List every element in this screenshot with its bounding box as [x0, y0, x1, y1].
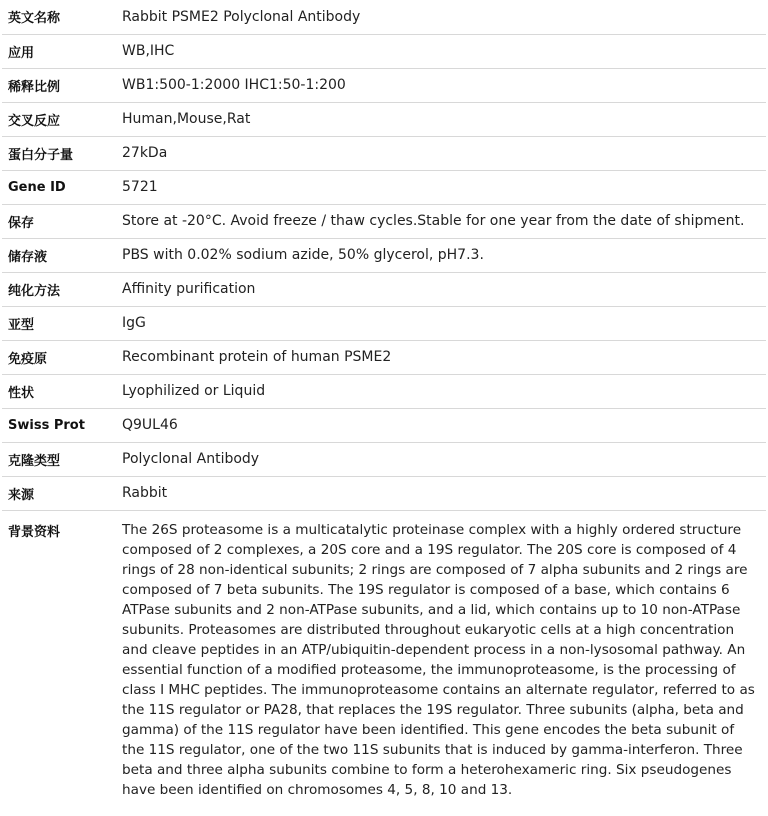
- product-spec-table: [2, 0, 766, 800]
- spec-label: 来源: [2, 476, 114, 510]
- spec-value: IgG: [114, 306, 766, 340]
- spec-value: Q9UL46: [114, 408, 766, 442]
- spec-row-application: [2, 34, 766, 68]
- spec-value: 5721: [114, 170, 766, 204]
- spec-label: 免疫原: [2, 340, 114, 374]
- spec-value: Lyophilized or Liquid: [114, 374, 766, 408]
- spec-value: Rabbit PSME2 Polyclonal Antibody: [114, 0, 766, 34]
- spec-value: WB,IHC: [114, 34, 766, 68]
- spec-label: 背景资料: [8, 524, 61, 540]
- spec-row-clonality: [2, 442, 766, 476]
- spec-label: 克隆类型: [2, 442, 114, 476]
- spec-label: 保存: [2, 204, 114, 238]
- spec-row-isotype: [2, 306, 766, 340]
- spec-row-purification: [2, 272, 766, 306]
- spec-value: WB1:500-1:2000 IHC1:50-1:200: [114, 68, 766, 102]
- spec-value: Polyclonal Antibody: [114, 442, 766, 476]
- spec-label: Swiss Prot: [2, 408, 114, 442]
- spec-value: Recombinant protein of human PSME2: [114, 340, 766, 374]
- background-text: The 26S proteasome is a multicatalytic proteinase complex with a highly ordered structure composed of 2 complexes, a 20S core and a 19S regulator. The 20S core is composed of 4 rings of 28 non-identical subunits; 2 rings are composed of 7 alpha subunits and 2 rings are composed of 7 beta subunits. The 19S regulator is composed of a base, which contains 6 ATPase subunits and 2 non-ATPase subunits, and a lid, which contains up to 10 non-ATPase subunits. Proteasomes are distributed throughout eukaryotic cells at a high concentration and cleave peptides in an ATP/ubiquitin-dependent process in a non-lysosomal pathway. An essential function of a modified proteasome, the immunoproteasome, is the processing of class I MHC peptides. The immunoproteasome contains an alternate regulator, referred to as the 11S regulator or PA28, that replaces the 19S regulator. Three subunits (alpha, beta and gamma) of the 11S regulator have been identified. This gene encodes the beta subunit of the 11S regulator, one of the two 11S subunits that is induced by gamma-interferon. Three beta and three alpha subunits combine to form a heterohexameric ring. Six pseudogenes have been identified on chromosomes 4, 5, 8, 10 and 13.: [122, 521, 755, 798]
- spec-row-molecular-weight: [2, 136, 766, 170]
- spec-label: 性状: [2, 374, 114, 408]
- spec-label: 稀释比例: [2, 68, 114, 102]
- spec-value: Store at -20°C. Avoid freeze / thaw cycles.Stable for one year from the date of shipment.: [114, 204, 766, 238]
- spec-row-immunogen: [2, 340, 766, 374]
- spec-row-buffer: [2, 238, 766, 272]
- spec-row-gene-id: [2, 170, 766, 204]
- spec-label: 英文名称: [2, 0, 114, 34]
- spec-label: 交叉反应: [2, 102, 114, 136]
- spec-row-swiss-prot: [2, 408, 766, 442]
- spec-row-form: [2, 374, 766, 408]
- spec-label: 纯化方法: [2, 272, 114, 306]
- spec-row-storage: [2, 204, 766, 238]
- spec-label: 储存液: [2, 238, 114, 272]
- spec-value: PBS with 0.02% sodium azide, 50% glycerol, pH7.3.: [114, 238, 766, 272]
- spec-value: Rabbit: [114, 476, 766, 510]
- spec-row-english-name: [2, 0, 766, 34]
- spec-label: 蛋白分子量: [2, 136, 114, 170]
- spec-row-reactivity: [2, 102, 766, 136]
- spec-row-host: [2, 476, 766, 510]
- spec-row-background: [2, 510, 766, 800]
- spec-label: Gene ID: [2, 170, 114, 204]
- spec-label: 亚型: [2, 306, 114, 340]
- spec-value: 27kDa: [114, 136, 766, 170]
- spec-value: Human,Mouse,Rat: [114, 102, 766, 136]
- spec-value: Affinity purification: [114, 272, 766, 306]
- spec-label: 应用: [2, 34, 114, 68]
- spec-row-dilution: [2, 68, 766, 102]
